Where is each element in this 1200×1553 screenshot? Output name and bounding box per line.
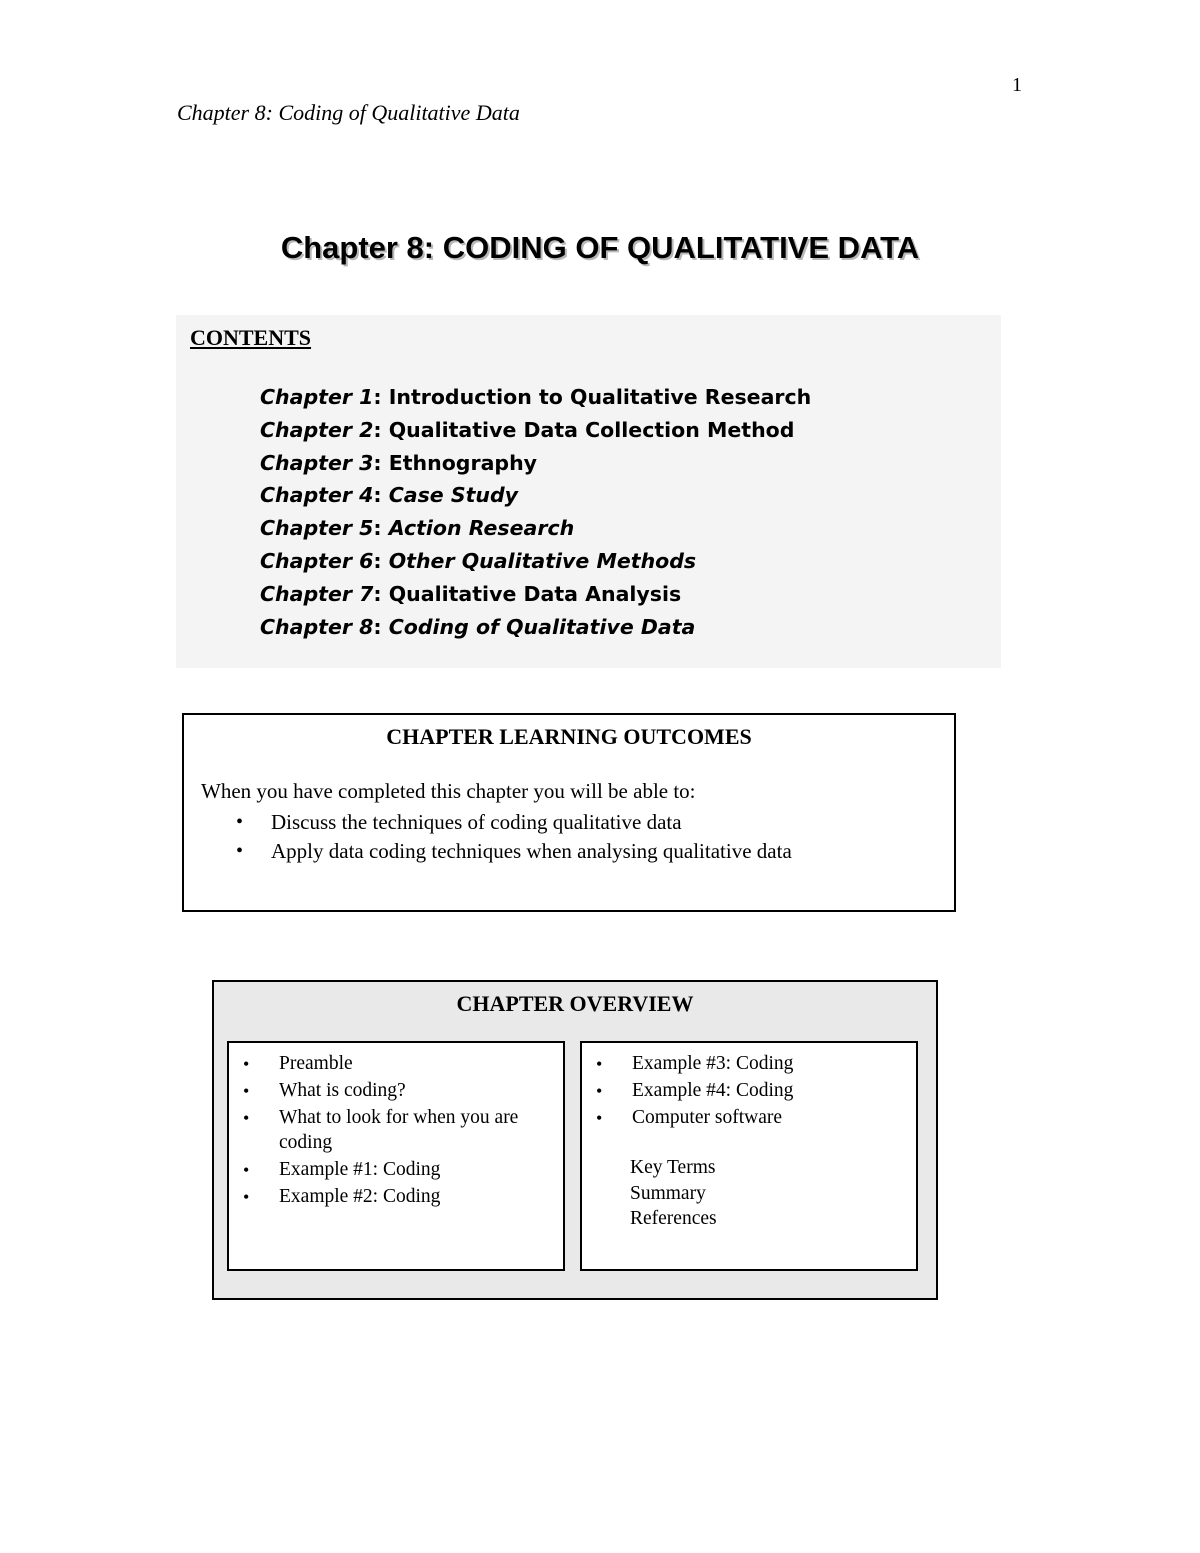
bullet-icon: •	[596, 1081, 603, 1101]
contents-item: Chapter 7: Qualitative Data Analysis	[260, 581, 682, 606]
overview-item	[229, 1185, 549, 1210]
learning-outcomes-title: CHAPTER LEARNING OUTCOMES	[386, 724, 752, 749]
overview-extra-item: Key Terms	[630, 1157, 716, 1178]
contents-chapter-title: Case Study	[388, 483, 519, 508]
overview-item-text: What is coding?	[279, 1080, 406, 1101]
contents-chapter-label: Chapter 2	[260, 417, 374, 442]
contents-chapter-label: Chapter 3	[260, 450, 374, 475]
overview-item	[229, 1158, 549, 1183]
contents-item: Chapter 2: Qualitative Data Collection Method	[260, 417, 795, 442]
contents-chapter-title: Qualitative Data Analysis	[388, 581, 682, 606]
overview-item	[582, 1079, 902, 1104]
overview-extra-item: Summary	[630, 1182, 706, 1204]
overview-right-column	[580, 1041, 918, 1271]
page-title: Chapter 8: CODING OF QUALITATIVE DATA	[280, 230, 920, 265]
bullet-icon: •	[243, 1081, 250, 1101]
bullet-icon: •	[243, 1108, 250, 1128]
contents-chapter-label: Chapter 5	[260, 516, 374, 541]
contents-box	[176, 315, 1001, 668]
contents-item: Chapter 3: Ethnography	[260, 450, 538, 475]
bullet-icon: •	[596, 1108, 603, 1128]
contents-chapter-title: Qualitative Data Collection Method	[388, 417, 795, 442]
overview-item	[229, 1079, 549, 1104]
overview-item-text: Computer software	[632, 1107, 783, 1128]
chapter-overview-box	[212, 980, 938, 1300]
contents-chapter-title: Action Research	[388, 516, 575, 541]
learning-outcomes-box	[182, 713, 956, 912]
contents-item: Chapter 6: Other Qualitative Methods	[260, 548, 697, 573]
running-header: Chapter 8: Coding of Qualitative Data	[177, 100, 520, 125]
learning-outcomes-list	[224, 808, 792, 865]
contents-chapter-label: Chapter 7	[260, 581, 374, 606]
bullet-icon: •	[236, 811, 244, 833]
contents-item: Chapter 5: Action Research	[260, 516, 575, 541]
learning-outcome-item	[224, 808, 792, 837]
bullet-icon: •	[243, 1159, 250, 1180]
page-number: 1	[1012, 74, 1022, 96]
learning-outcome-text: Discuss the techniques of coding qualitative data	[271, 810, 682, 834]
contents-chapter-label: Chapter 8	[260, 614, 374, 639]
contents-chapter-label: Chapter 4	[260, 483, 374, 508]
overview-left-list	[229, 1052, 549, 1212]
contents-item: Chapter 1: Introduction to Qualitative Research	[260, 385, 812, 409]
contents-item: Chapter 4: Case Study	[260, 483, 519, 508]
overview-item-text: Preamble	[279, 1053, 353, 1074]
contents-list	[260, 381, 811, 643]
contents-heading: CONTENTS	[190, 325, 312, 350]
contents-chapter-title: Ethnography	[388, 450, 538, 475]
bullet-icon: •	[236, 839, 244, 862]
contents-chapter-title: Coding of Qualitative Data	[388, 614, 696, 639]
contents-chapter-label: Chapter 1	[260, 385, 374, 409]
contents-item: Chapter 8: Coding of Qualitative Data	[260, 614, 696, 639]
learning-outcome-text: Apply data coding techniques when analysing qualitative data	[271, 838, 792, 863]
overview-item	[229, 1052, 549, 1077]
overview-item	[582, 1106, 902, 1131]
bullet-icon: •	[596, 1054, 603, 1074]
overview-extra-item: References	[630, 1208, 717, 1229]
overview-item	[229, 1106, 549, 1155]
overview-item-text: Example #4: Coding	[632, 1080, 794, 1101]
learning-outcomes-intro: When you have completed this chapter you will be able to:	[201, 779, 696, 803]
overview-item-text: Example #1: Coding	[279, 1158, 441, 1180]
overview-extra-list	[630, 1155, 717, 1232]
bullet-icon: •	[243, 1054, 250, 1074]
bullet-icon: •	[243, 1186, 250, 1207]
overview-item-text: Example #2: Coding	[279, 1185, 441, 1207]
overview-left-column	[227, 1041, 565, 1271]
overview-item-text: What to look for when you are coding	[279, 1107, 519, 1153]
contents-chapter-title: Introduction to Qualitative Research	[388, 385, 812, 409]
learning-outcome-item	[224, 837, 792, 866]
chapter-overview-title: CHAPTER OVERVIEW	[456, 991, 694, 1016]
contents-chapter-title: Other Qualitative Methods	[388, 548, 697, 573]
overview-right-list	[582, 1052, 902, 1133]
overview-item	[582, 1052, 902, 1077]
overview-item-text: Example #3: Coding	[632, 1053, 794, 1074]
contents-chapter-label: Chapter 6	[260, 548, 374, 573]
